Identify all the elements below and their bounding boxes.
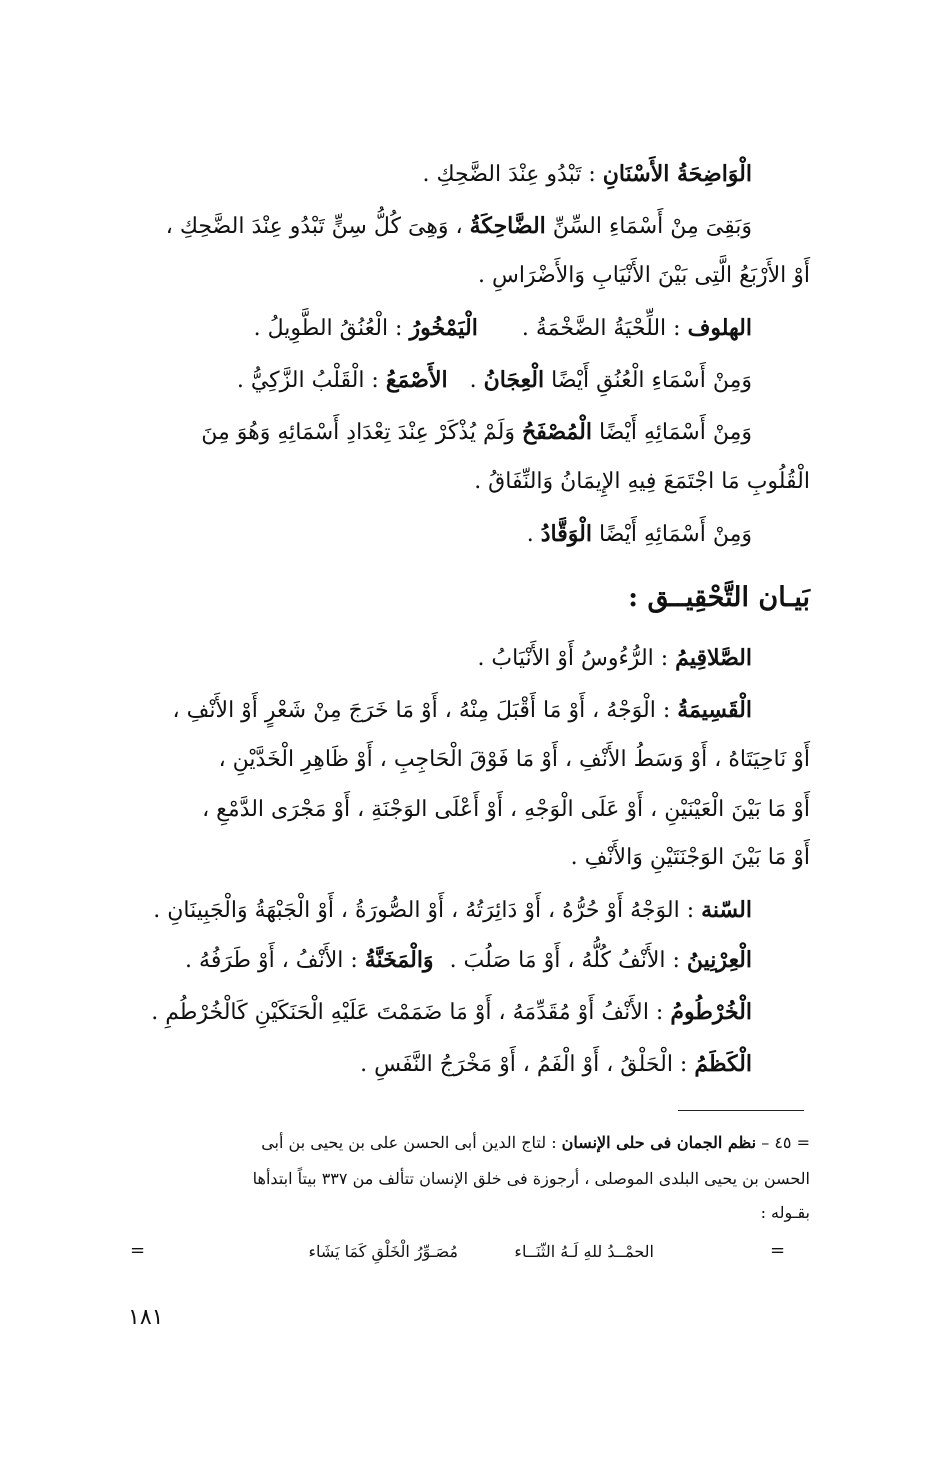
term-bold: الْعِجَانُ xyxy=(483,367,545,393)
term-bold: الْيَمْخُورُ xyxy=(409,315,478,341)
text-line-5 xyxy=(237,360,752,401)
text: وَبَقِىَ مِنْ أَسْمَاءِ السِّنِّ xyxy=(545,214,752,239)
term-bold: السّنة xyxy=(701,897,752,923)
footnote-separator xyxy=(678,1110,804,1111)
text: وَمِنْ أَسْمَائِهِ أَيْضًا xyxy=(591,522,752,547)
term-bold: الْقَسِيمَةُ xyxy=(677,697,752,723)
term-bold: الصَّلاقِيمُ xyxy=(675,645,752,671)
text: : الْقَلْبُ الزَّكِيُّ . xyxy=(236,368,386,393)
term-bold: وَالْمَخَنَّةُ xyxy=(364,947,434,973)
term-bold: الأَصْمَعُ xyxy=(385,367,448,393)
text: : الْعُنُقُ الطَّوِيلُ . xyxy=(253,316,410,341)
footnote-line-1 xyxy=(261,1128,810,1158)
text: : الأَنْفُ كُلُّهُ ، أَوْ مَا صَلُبَ . xyxy=(449,948,687,973)
term-bold: الْوَقَّادُ xyxy=(540,521,592,547)
text: بقـوله : xyxy=(760,1203,810,1222)
text: : الْحَلْقُ ، أَوْ الْفَمُ ، أَوْ مَخْرَجُ النَّفَسِ . xyxy=(360,1052,695,1077)
footnote-line-2 xyxy=(253,1164,810,1194)
text: : الوَجْهُ أَوْ حُرُّهُ ، أَوْ دَائِرَتُهُ ، أَوْ الصُّورَةُ ، أَوْ الْجَبْهَةُ وَالْجَبِينَانِ . xyxy=(153,898,702,923)
text-line-7 xyxy=(474,462,810,502)
verse-hemistich-left: مُصَـوِّرُ الْخَلْقِ كَمَا يَشَاء xyxy=(308,1242,458,1261)
text-line-4 xyxy=(254,308,752,349)
text-line-2 xyxy=(166,206,752,247)
term-bold: الْعِرْنِينُ xyxy=(686,947,752,973)
text: . xyxy=(526,522,541,547)
continuation-mark-right: = xyxy=(770,1240,786,1261)
text: وَمِنْ أَسْمَاءِ الْعُنُقِ أَيْضًا xyxy=(544,368,752,393)
text: : الأَنْفُ أَوْ مُقَدِّمَهُ ، أَوْ مَا ضَمَمْتَ عَلَيْهِ الْحَنَكَيْنِ كَالْخُرْطُمِ . xyxy=(151,1000,671,1025)
text: أَوْ نَاحِيَتَاهُ ، أَوْ وَسَطُ الأَنْفِ ، أَوْ مَا فَوْقَ الْحَاجِبِ ، أَوْ ظَاهِرِ الْخَدَّيْنِ ، xyxy=(218,747,810,772)
text-line-1 xyxy=(423,154,753,195)
text: : اللِّحْيَةُ الضَّخْمَةُ . xyxy=(521,316,688,341)
page-number: ١٨١ xyxy=(128,1305,164,1330)
text-line-10 xyxy=(173,690,752,731)
text: : الرُّءُوسُ أَوْ الأَنْيَابُ . xyxy=(477,646,676,671)
text-line-11 xyxy=(219,740,810,780)
definition: : تَبْدُو عِنْدَ الضَّحِكِ . xyxy=(422,162,603,187)
text: أَوْ مَا بَيْنَ الوَجْنَتَيْنِ وَالأَنْفِ . xyxy=(570,845,810,870)
term-bold: الْخُرْطُومُ xyxy=(670,999,752,1025)
continuation-mark-left: = xyxy=(130,1240,146,1261)
section-heading: بَيـان التَّحْقِيــق : xyxy=(628,582,810,613)
text: الحسن بن يحيى البلدى الموصلى ، أرجوزة فى خلق الإنسان تتألف من ٣٣٧ بيتاً ابتدأها xyxy=(252,1169,810,1188)
text: أَوْ مَا بَيْنَ الْعَيْنَيْنِ ، أَوْ عَلَى الْوَجْهِ ، أَوْ أَعْلَى الوَجْنَةِ ، أَوْ مَجْرَى الدَّمْعِ ، xyxy=(202,797,810,822)
term-bold: الْوَاضِحَةُ الأَسْنَانِ xyxy=(602,161,752,187)
text: وَلَمْ يُذْكَرْ عِنْدَ تِعْدَادِ أَسْمَائِهِ وَهُوَ مِنَ xyxy=(201,420,522,445)
text: الْقُلُوبِ مَا اجْتَمَعَ فِيهِ الإِيمَانُ وَالنِّفَاقُ . xyxy=(474,469,810,494)
term-bold: الْكَظَمُ xyxy=(694,1051,752,1077)
text: : الْوَجْهُ ، أَوْ مَا أَقْبَلَ مِنْهُ ، أَوْ مَا خَرَجَ مِنْ شَعْرٍ أَوْ الأَنْفِ ، xyxy=(172,698,678,723)
term-bold: الْمُصْفَحُ xyxy=(522,419,592,445)
text-line-12 xyxy=(202,790,810,830)
text: أَوْ الأَرْبَعُ الَّتِى بَيْنَ الأَنْيَابِ وَالأَضْرَاسِ . xyxy=(477,263,810,288)
text-line-14 xyxy=(153,890,752,931)
text: : الأَنْفُ ، أَوْ طَرَفُهُ . xyxy=(185,948,365,973)
text-line-16 xyxy=(151,992,752,1033)
term-bold: الهلوف xyxy=(687,315,752,341)
text: . xyxy=(469,368,484,393)
footnote-marker: = ٤٥ – xyxy=(756,1133,810,1152)
verse-hemistich-right: الحمْــدُ للهِ لَـهُ الثّنَــاء xyxy=(514,1242,654,1261)
text-line-6 xyxy=(201,412,752,453)
term-bold: الضَّاحِكَةُ xyxy=(469,213,546,239)
footnote-title: نظم الجمان فى حلى الإنسان xyxy=(561,1133,757,1152)
footnote-line-3 xyxy=(761,1198,810,1228)
text-line-15 xyxy=(185,940,752,981)
text-line-8 xyxy=(527,514,752,555)
text: ، وَهِىَ كُلُّ سِنٍّ تَبْدُو عِنْدَ الضَّحِكِ ، xyxy=(165,214,470,239)
text-line-3 xyxy=(478,256,810,296)
text: وَمِنْ أَسْمَائِهِ أَيْضًا xyxy=(591,420,752,445)
text-line-13 xyxy=(571,838,810,878)
text-line-9 xyxy=(477,638,752,679)
text-line-17 xyxy=(360,1044,752,1085)
text: : لتاج الدين أبى الحسن على بن يحيى بن أبى xyxy=(261,1133,562,1152)
